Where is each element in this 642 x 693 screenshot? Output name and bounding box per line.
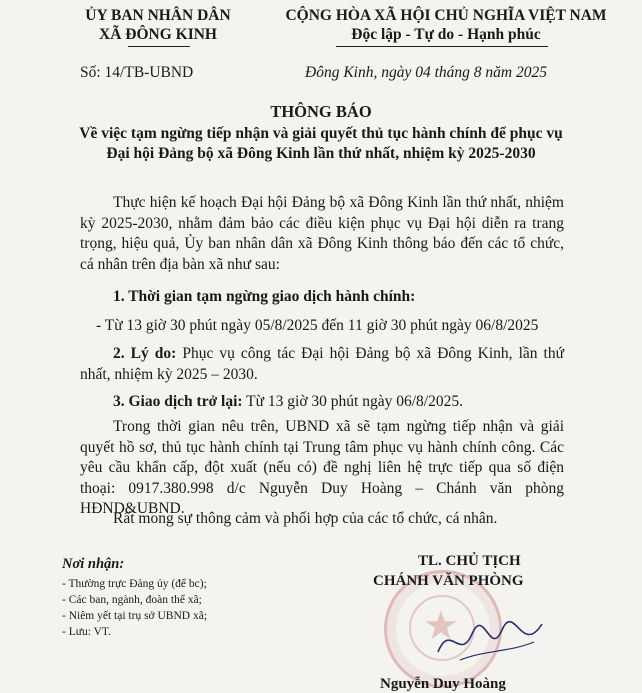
- agency-line-2: XÃ ĐÔNG KINH: [99, 26, 217, 43]
- section-1-heading: 1. Thời gian tạm ngừng giao dịch hành chính:: [113, 288, 416, 305]
- signature-title-2: CHÁNH VĂN PHÒNG: [373, 573, 524, 589]
- place-date: Đông Kinh, ngày 04 tháng 8 năm 2025: [305, 64, 547, 81]
- recipient-item: - Thường trực Đảng ủy (để bc);: [62, 578, 207, 590]
- motto-underline: [336, 46, 548, 47]
- contact-paragraph: Trong thời gian nêu trên, UBND xã sẽ tạm ngừng tiếp nhận và giải quyết hồ sơ, thủ tục hành chính tại Trung tâm phục vụ hành chính công. Các yêu cầu khẩn cấp, đột xuất (nếu có) đề nghị liên hệ trực tiếp qua số điện thoại: 0917.380.998 d/c Nguyễn Duy Hoàng – Chánh văn phòng HĐND&UBND.: [80, 418, 564, 517]
- notice-subject: [0, 124, 642, 164]
- handwritten-signature: [430, 612, 550, 672]
- recipient-item: - Niêm yết tại trụ sở UBND xã;: [62, 610, 208, 622]
- subject-line-1: Về việc tạm ngừng tiếp nhận và giải quyết thủ tục hành chính để phục vụ: [79, 125, 563, 142]
- nation-block: [262, 6, 630, 44]
- agency-line-1: ỦY BAN NHÂN DÂN: [85, 7, 231, 24]
- signer-name: Nguyễn Duy Hoàng: [380, 676, 506, 692]
- intro-paragraph: Thực hiện kế hoạch Đại hội Đảng bộ xã Đông Kinh lần thứ nhất, nhiệm kỳ 2025-2030, nhằm đảm bảo các điều kiện phục vụ Đại hội diễn ra trang trọng, hiệu quả, Ủy ban nhân dân xã Đông Kinh thông báo đến các tổ chức, cá nhân trên địa bàn xã như sau:: [80, 194, 564, 273]
- closing-line: Rất mong sự thông cảm và phối hợp của các tổ chức, cá nhân.: [113, 510, 498, 527]
- notice-title: THÔNG BÁO: [270, 102, 372, 121]
- section-2-label: 2. Lý do:: [113, 345, 177, 362]
- agency-underline: [128, 46, 190, 47]
- section-1-text: - Từ 13 giờ 30 phút ngày 05/8/2025 đến 11 giờ 30 phút ngày 06/8/2025: [96, 317, 539, 334]
- section-2: [80, 344, 564, 385]
- section-3-label: 3. Giao dịch trở lại:: [113, 393, 243, 410]
- nation-line-2: Độc lập - Tự do - Hạnh phúc: [351, 26, 541, 43]
- recipients-title: Nơi nhận:: [62, 556, 125, 572]
- recipient-item: - Lưu: VT.: [62, 626, 111, 638]
- subject-line-2: Đại hội Đảng bộ xã Đông Kinh lần thứ nhất, nhiệm kỳ 2025-2030: [106, 145, 536, 162]
- recipient-item: - Các ban, ngành, đoàn thể xã;: [62, 594, 202, 606]
- section-3: [80, 392, 564, 413]
- section-3-text: Từ 13 giờ 30 phút ngày 06/8/2025.: [242, 393, 463, 410]
- nation-line-1: CỘNG HÒA XÃ HỘI CHỦ NGHĨA VIỆT NAM: [285, 7, 607, 24]
- document-number: Số: 14/TB-UBND: [80, 64, 194, 81]
- seal-star-icon: ★: [423, 603, 459, 649]
- signature-title-1: TL. CHỦ TỊCH: [418, 553, 521, 569]
- section-2-text: Phục vụ công tác Đại hội Đảng bộ xã Đông Kinh, lần thứ nhất, nhiệm kỳ 2025 – 2030.: [80, 345, 565, 383]
- agency-block: [58, 6, 258, 44]
